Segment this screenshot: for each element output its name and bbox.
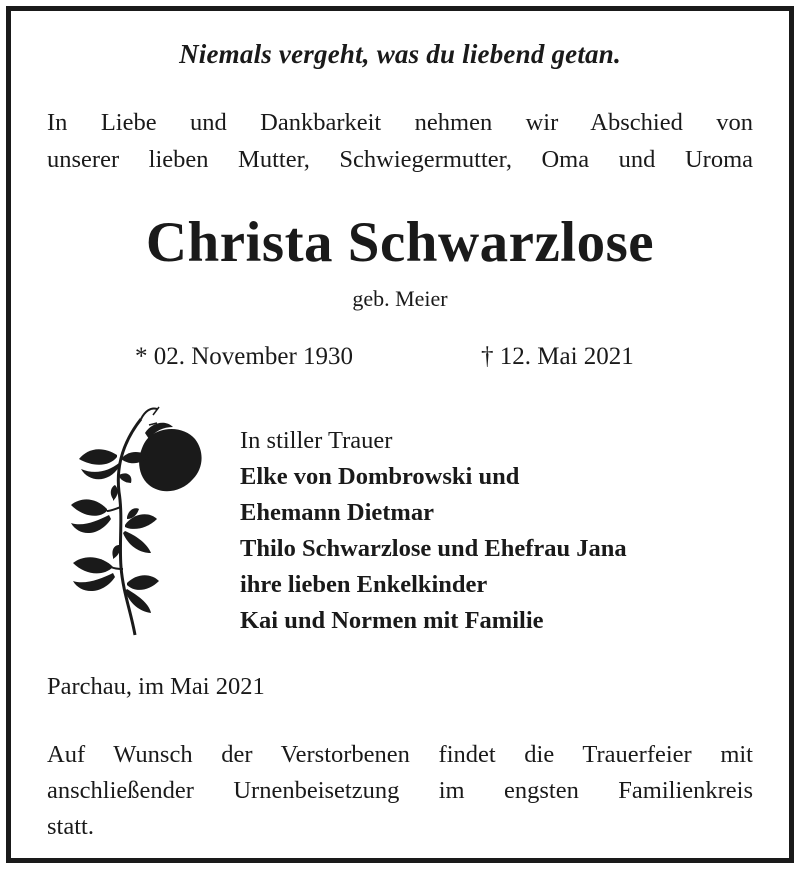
birth-date: * 02. November 1930 [135,343,354,370]
funeral-notice [47,737,753,845]
notice-line-3: statt. [47,813,94,840]
notice-line-1: Auf Wunsch der Verstorbenen findet die Trauerfeier mit [47,741,753,768]
deceased-name: Christa Schwarzlose [145,211,655,274]
obituary-notice [6,6,794,863]
maiden-name: geb. Meier [352,286,448,311]
intro-line-2: unserer lieben Mutter, Schwiegermutter, Oma und Uroma [47,146,753,173]
mourners-intro: In stiller Trauer [240,427,393,454]
intro-text [47,104,753,178]
mourner-line: Kai und Normen mit Familie [240,607,544,634]
mourner-line: Ehemann Dietmar [240,499,434,526]
place-date: Parchau, im Mai 2021 [47,673,265,700]
motto: Niemals vergeht, was du liebend getan. [179,39,621,69]
rose-icon [53,397,203,642]
mourner-line: Elke von Dombrowski und [240,463,520,490]
mourners-block [240,423,627,639]
mourner-line: Thilo Schwarzlose und Ehefrau Jana [240,535,627,562]
intro-line-1: In Liebe und Dankbarkeit nehmen wir Abschied von [47,109,753,136]
mourner-line: ihre lieben Enkelkinder [240,571,488,598]
notice-line-2: anschließender Urnenbeisetzung im engsten Familienkreis [47,777,753,804]
death-date: † 12. Mai 2021 [481,343,634,370]
